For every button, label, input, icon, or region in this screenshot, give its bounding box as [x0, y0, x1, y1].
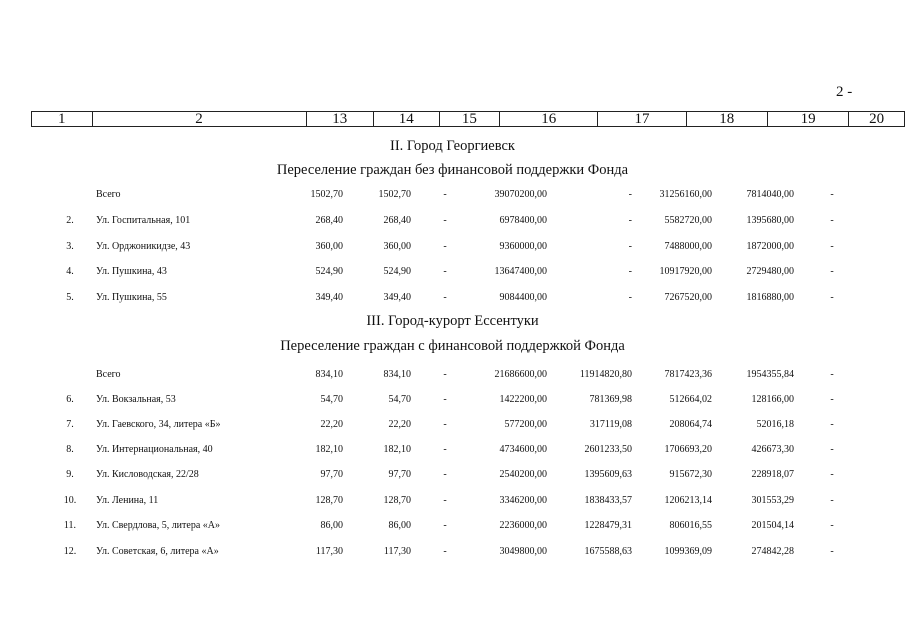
header-col-20: 20	[849, 112, 905, 127]
section-subtitle-georgievsk: Переселение граждан без финансовой поддержки Фонда	[276, 162, 629, 178]
cell-c14: 360,00	[383, 241, 411, 252]
cell-c16: 21686600,00	[494, 369, 547, 380]
cell-c19: 52016,18	[756, 419, 794, 430]
cell-name: Ул. Кисловодская, 22/28	[96, 469, 199, 480]
cell-c17: -	[628, 241, 632, 252]
table-row	[0, 291, 905, 305]
cell-c17: 1838433,57	[584, 495, 632, 506]
cell-c19: 228918,07	[751, 469, 794, 480]
cell-c17: 781369,98	[589, 394, 632, 405]
header-col-18: 18	[686, 112, 767, 127]
cell-c20: -	[830, 369, 834, 380]
column-number-header	[31, 111, 905, 127]
cell-c14: 117,30	[383, 546, 411, 557]
cell-c15: -	[443, 546, 447, 557]
section-title-georgievsk: II. Город Георгиевск	[390, 138, 515, 154]
cell-c13: 524,90	[315, 266, 343, 277]
cell-num: 4.	[66, 266, 74, 277]
cell-num: 5.	[66, 292, 74, 303]
cell-c15: -	[443, 369, 447, 380]
cell-c15: -	[443, 495, 447, 506]
cell-c19: 1816880,00	[746, 292, 794, 303]
cell-c18: 1206213,14	[664, 495, 712, 506]
cell-c14: 182,10	[383, 444, 411, 455]
cell-c15: -	[443, 241, 447, 252]
cell-c14: 1502,70	[378, 189, 411, 200]
cell-c14: 86,00	[388, 520, 411, 531]
cell-c16: 577200,00	[504, 419, 547, 430]
page-number: 2 -	[836, 84, 853, 100]
cell-c17: -	[628, 189, 632, 200]
cell-num: 12.	[63, 546, 77, 557]
cell-c13: 117,30	[315, 546, 343, 557]
cell-c14: 22,20	[388, 419, 411, 430]
cell-c19: 274842,28	[751, 546, 794, 557]
table-row	[0, 519, 905, 533]
cell-c14: 54,70	[388, 394, 411, 405]
cell-c18: 915672,30	[669, 469, 712, 480]
cell-c20: -	[830, 189, 834, 200]
cell-name: Всего	[96, 369, 121, 380]
cell-c20: -	[830, 266, 834, 277]
cell-num: 6.	[66, 394, 74, 405]
cell-c16: 3346200,00	[499, 495, 547, 506]
cell-c16: 2540200,00	[499, 469, 547, 480]
cell-name: Ул. Орджоникидзе, 43	[96, 241, 191, 252]
cell-c17: 2601233,50	[584, 444, 632, 455]
cell-c13: 97,70	[320, 469, 343, 480]
cell-c15: -	[443, 292, 447, 303]
cell-num: 10.	[63, 495, 77, 506]
cell-c16: 6978400,00	[499, 215, 547, 226]
cell-name: Ул. Вокзальная, 53	[96, 394, 176, 405]
header-col-13: 13	[306, 112, 374, 127]
cell-c14: 268,40	[383, 215, 411, 226]
cell-c20: -	[830, 495, 834, 506]
cell-name: Ул. Интернациональная, 40	[96, 444, 213, 455]
cell-name: Ул. Советская, 6, литера «А»	[96, 546, 219, 557]
table-row	[0, 393, 905, 407]
cell-c18: 1706693,20	[664, 444, 712, 455]
table-row	[0, 214, 905, 228]
cell-name: Ул. Пушкина, 43	[96, 266, 167, 277]
cell-c19: 1954355,84	[746, 369, 794, 380]
cell-c18: 7267520,00	[664, 292, 712, 303]
cell-c13: 360,00	[315, 241, 343, 252]
cell-c15: -	[443, 444, 447, 455]
header-col-15: 15	[439, 112, 500, 127]
cell-c16: 2236000,00	[499, 520, 547, 531]
table-row	[0, 494, 905, 508]
cell-c20: -	[830, 520, 834, 531]
cell-c16: 1422200,00	[499, 394, 547, 405]
cell-c16: 9084400,00	[499, 292, 547, 303]
table-row	[0, 443, 905, 457]
cell-num: 8.	[66, 444, 74, 455]
cell-c13: 22,20	[320, 419, 343, 430]
cell-c20: -	[830, 546, 834, 557]
cell-c13: 268,40	[315, 215, 343, 226]
cell-c13: 1502,70	[310, 189, 343, 200]
cell-c16: 39070200,00	[494, 189, 547, 200]
cell-c13: 86,00	[320, 520, 343, 531]
cell-c18: 208064,74	[669, 419, 712, 430]
cell-num: 11.	[63, 520, 77, 531]
section-title-essentuki: III. Город-курорт Ессентуки	[366, 313, 539, 329]
cell-name: Ул. Ленина, 11	[96, 495, 159, 506]
cell-name: Ул. Госпитальная, 101	[96, 215, 191, 226]
cell-name: Ул. Пушкина, 55	[96, 292, 167, 303]
cell-num: 9.	[66, 469, 74, 480]
table-row	[0, 240, 905, 254]
cell-c18: 7488000,00	[664, 241, 712, 252]
cell-c19: 201504,14	[751, 520, 794, 531]
cell-c13: 182,10	[315, 444, 343, 455]
cell-c14: 128,70	[383, 495, 411, 506]
cell-c18: 10917920,00	[659, 266, 712, 277]
cell-name: Всего	[96, 189, 121, 200]
cell-c18: 806016,55	[669, 520, 712, 531]
header-col-19: 19	[767, 112, 848, 127]
cell-c16: 13647400,00	[494, 266, 547, 277]
cell-c13: 349,40	[315, 292, 343, 303]
cell-name: Ул. Гаевского, 34, литера «Б»	[96, 419, 221, 430]
table-row	[0, 265, 905, 279]
table-row	[0, 368, 905, 382]
cell-c19: 1395680,00	[746, 215, 794, 226]
cell-c17: -	[628, 292, 632, 303]
cell-c19: 426673,30	[751, 444, 794, 455]
cell-c13: 54,70	[320, 394, 343, 405]
cell-c17: 317119,08	[589, 419, 632, 430]
cell-c20: -	[830, 215, 834, 226]
cell-c14: 524,90	[383, 266, 411, 277]
cell-c17: 11914820,80	[579, 369, 632, 380]
cell-c17: -	[628, 215, 632, 226]
cell-c19: 301553,29	[751, 495, 794, 506]
cell-c19: 1872000,00	[746, 241, 794, 252]
cell-c20: -	[830, 394, 834, 405]
header-col-1: 1	[32, 112, 93, 127]
cell-c15: -	[443, 215, 447, 226]
cell-c19: 128166,00	[751, 394, 794, 405]
table-row	[0, 468, 905, 482]
cell-c17: 1228479,31	[584, 520, 632, 531]
cell-c15: -	[443, 469, 447, 480]
cell-c17: 1675588,63	[584, 546, 632, 557]
cell-c15: -	[443, 394, 447, 405]
cell-c13: 128,70	[315, 495, 343, 506]
header-col-2: 2	[92, 112, 306, 127]
cell-num: 2.	[66, 215, 74, 226]
cell-num: 7.	[66, 419, 74, 430]
section-subtitle-essentuki: Переселение граждан с финансовой поддержкой Фонда	[280, 338, 625, 354]
header-col-17: 17	[598, 112, 686, 127]
cell-c15: -	[443, 266, 447, 277]
cell-c14: 349,40	[383, 292, 411, 303]
cell-c14: 834,10	[383, 369, 411, 380]
cell-c20: -	[830, 292, 834, 303]
cell-c16: 3049800,00	[499, 546, 547, 557]
cell-c18: 512664,02	[669, 394, 712, 405]
cell-c19: 2729480,00	[746, 266, 794, 277]
cell-c16: 9360000,00	[499, 241, 547, 252]
cell-c15: -	[443, 189, 447, 200]
table-row	[0, 545, 905, 559]
cell-num: 3.	[66, 241, 74, 252]
cell-c19: 7814040,00	[746, 189, 794, 200]
cell-c14: 97,70	[388, 469, 411, 480]
cell-c18: 7817423,36	[664, 369, 712, 380]
table-row	[0, 188, 905, 202]
header-col-16: 16	[500, 112, 598, 127]
cell-c18: 31256160,00	[659, 189, 712, 200]
header-col-14: 14	[374, 112, 440, 127]
cell-c15: -	[443, 520, 447, 531]
cell-c20: -	[830, 241, 834, 252]
cell-c20: -	[830, 419, 834, 430]
cell-c15: -	[443, 419, 447, 430]
cell-c20: -	[830, 444, 834, 455]
cell-c18: 5582720,00	[664, 215, 712, 226]
cell-c20: -	[830, 469, 834, 480]
table-row	[0, 418, 905, 432]
cell-c13: 834,10	[315, 369, 343, 380]
cell-c17: -	[628, 266, 632, 277]
cell-c16: 4734600,00	[499, 444, 547, 455]
cell-c18: 1099369,09	[664, 546, 712, 557]
cell-name: Ул. Свердлова, 5, литера «А»	[96, 520, 220, 531]
cell-c17: 1395609,63	[584, 469, 632, 480]
